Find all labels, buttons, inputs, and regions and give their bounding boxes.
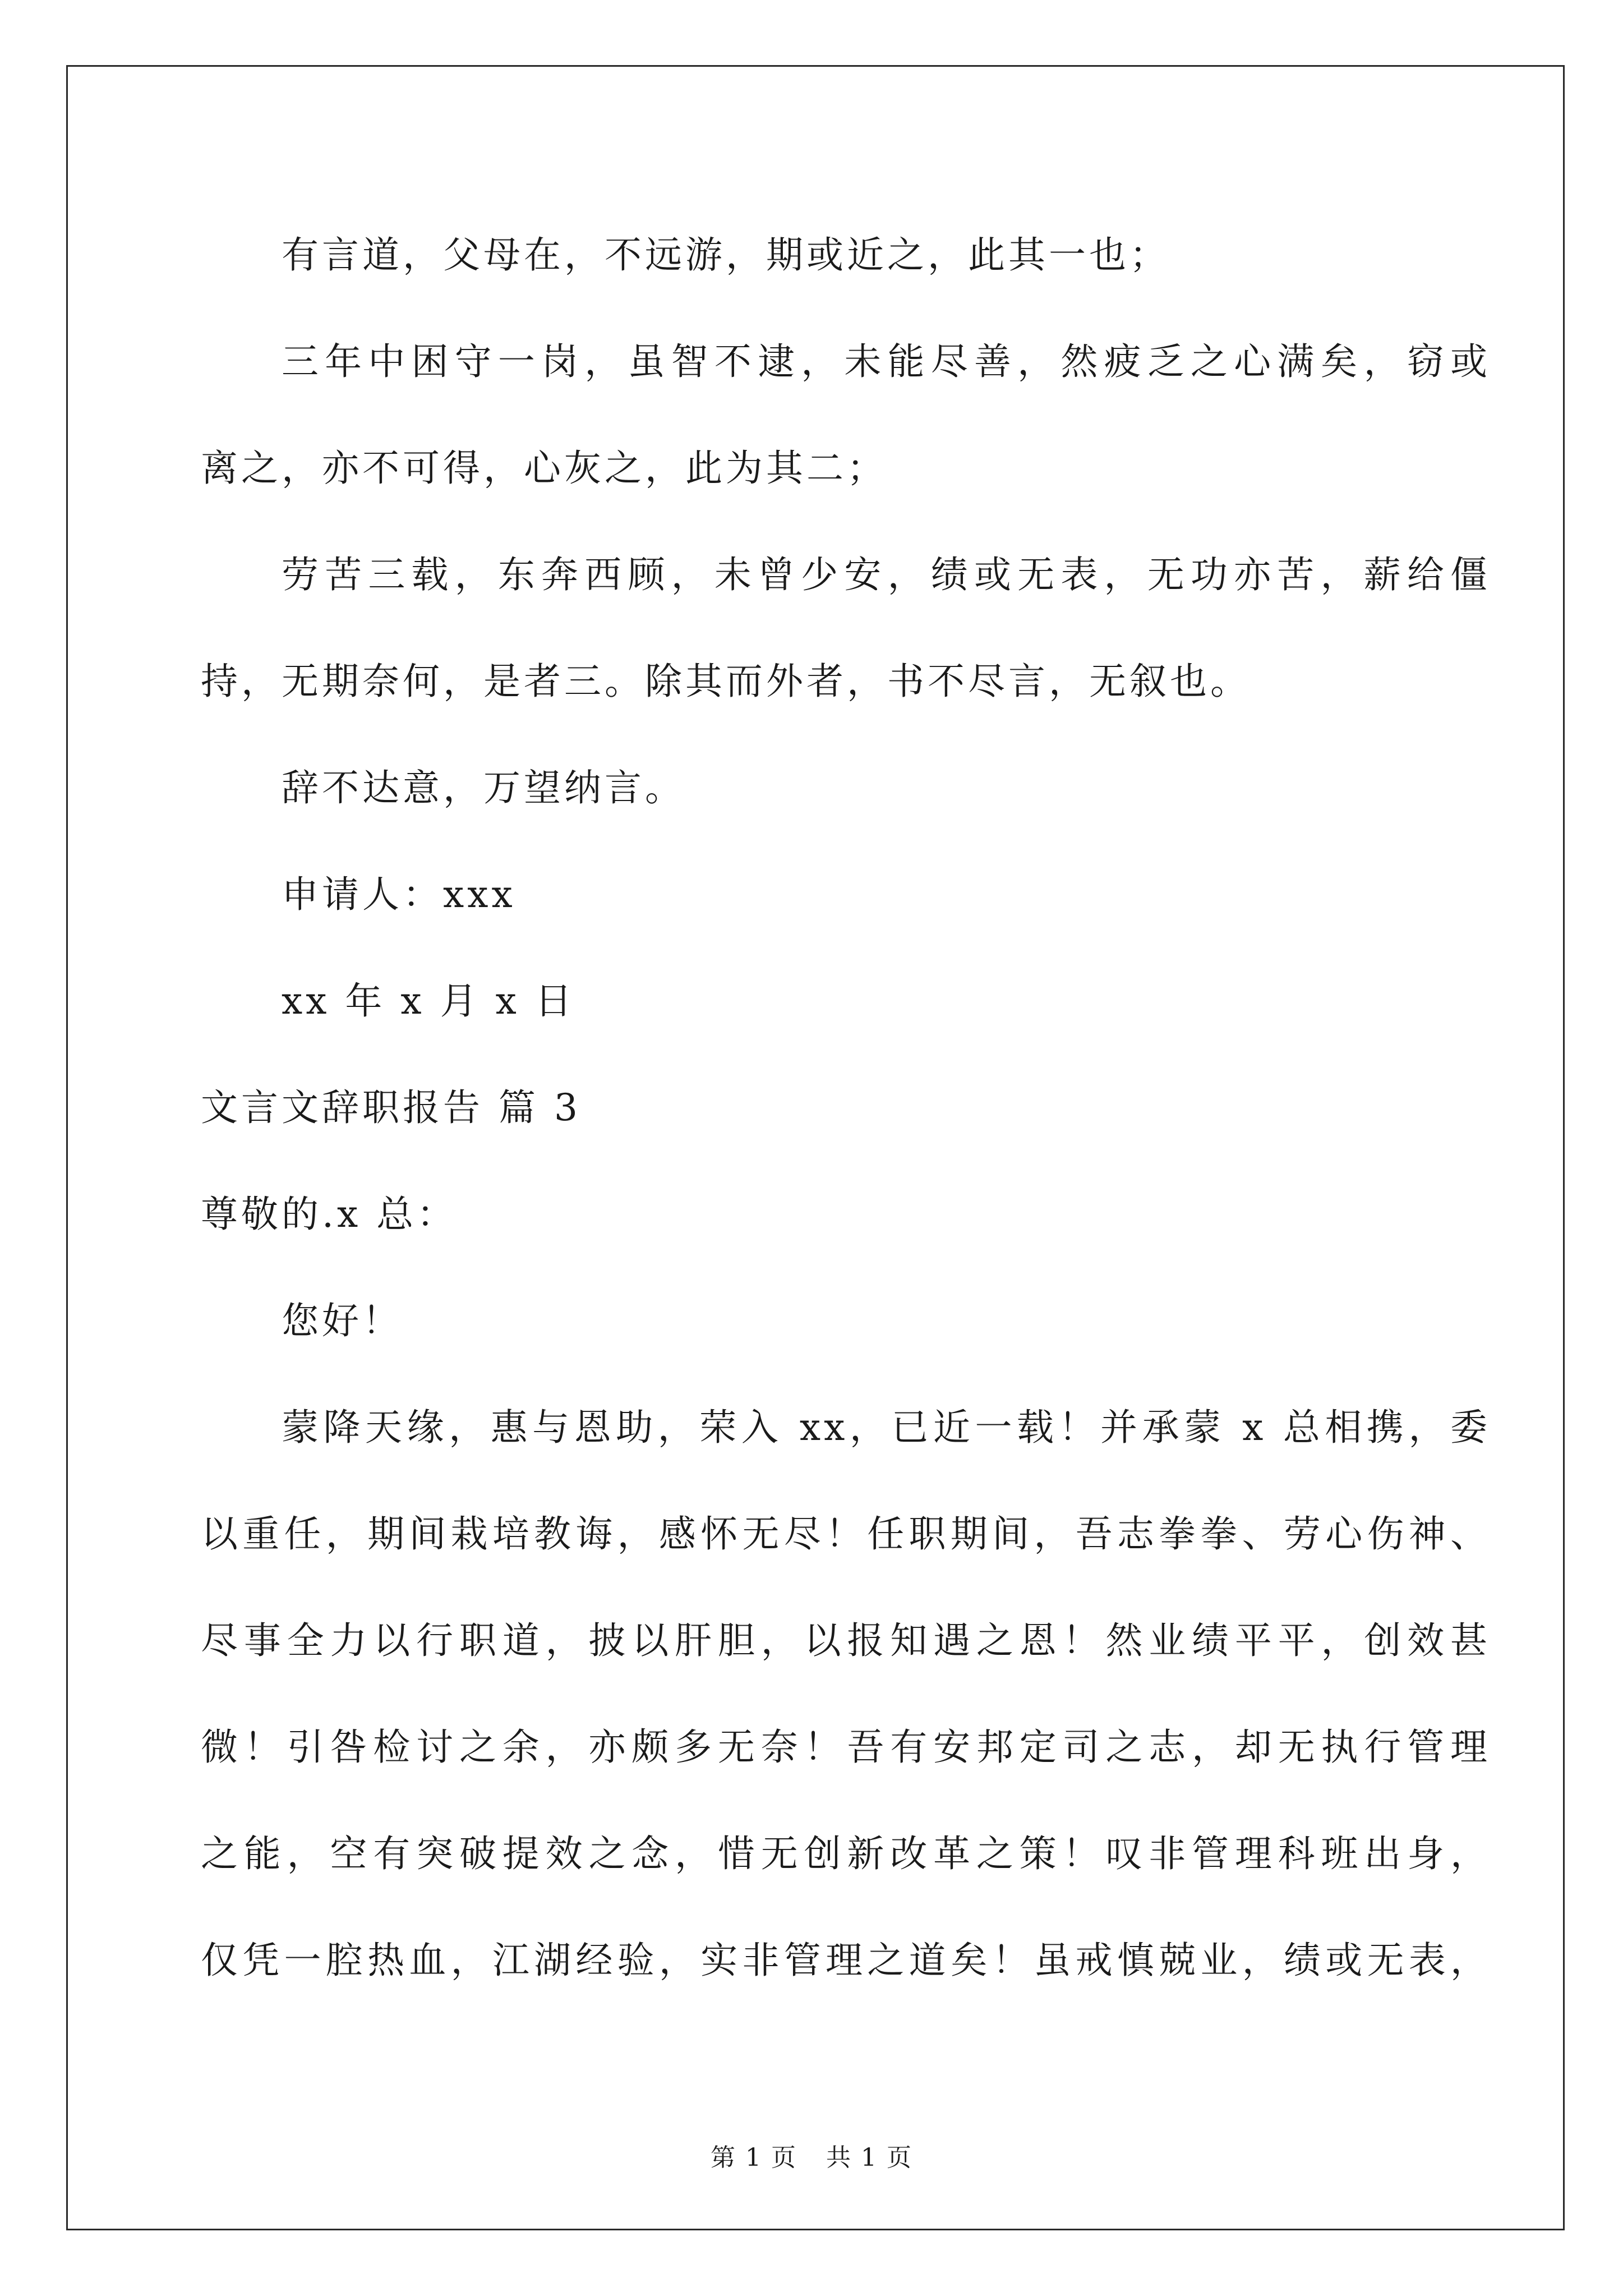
text-line: 离之，亦不可得，心灰之，此为其二； xyxy=(201,447,887,490)
text-line: 劳苦三载，东奔西顾，未曾少安，绩或无表，无功亦苦，薪给僵 xyxy=(282,553,1491,596)
text-line: 微！引咎检讨之余，亦颇多无奈！吾有安邦定司之志，却无执行管理 xyxy=(201,1726,1491,1769)
document-body xyxy=(201,202,1491,2014)
text-line: 仅凭一腔热血，江湖经验，实非管理之道矣！虽戒慎兢业，绩或无表， xyxy=(201,1939,1491,1982)
text-line: 蒙降天缘，惠与恩助，荣入 xx，已近一载！并承蒙 x 总相携，委 xyxy=(282,1406,1491,1449)
page-number: 第 1 页 xyxy=(711,2143,797,2172)
text-line: 尽事全力以行职道，披以肝胆，以报知遇之恩！然业绩平平，创效甚 xyxy=(201,1619,1491,1662)
page-footer xyxy=(0,2137,1623,2173)
text-line: xx 年 x 月 x 日 xyxy=(282,979,575,1023)
text-line: 之能，空有突破提效之念，惜无创新改革之策！叹非管理科班出身， xyxy=(201,1832,1491,1875)
text-line: 文言文辞职报告 篇 3 xyxy=(201,1086,581,1129)
text-line: 以重任，期间栽培教诲，感怀无尽！任职期间，吾志拳拳、劳心伤神、 xyxy=(201,1512,1491,1556)
text-line: 您好！ xyxy=(282,1299,403,1342)
text-line: 三年中困守一岗，虽智不逮，未能尽善，然疲乏之心满矣，窃或 xyxy=(282,340,1491,383)
text-line: 尊敬的.x 总： xyxy=(201,1193,458,1236)
text-line: 申请人：xxx xyxy=(282,873,516,916)
text-line: 持，无期奈何，是者三。除其而外者，书不尽言，无叙也。 xyxy=(201,660,1251,703)
page-total: 共 1 页 xyxy=(826,2143,912,2172)
text-line: 辞不达意，万望纳言。 xyxy=(282,766,685,809)
text-line: 有言道，父母在，不远游，期或近之，此其一也； xyxy=(282,233,1170,277)
